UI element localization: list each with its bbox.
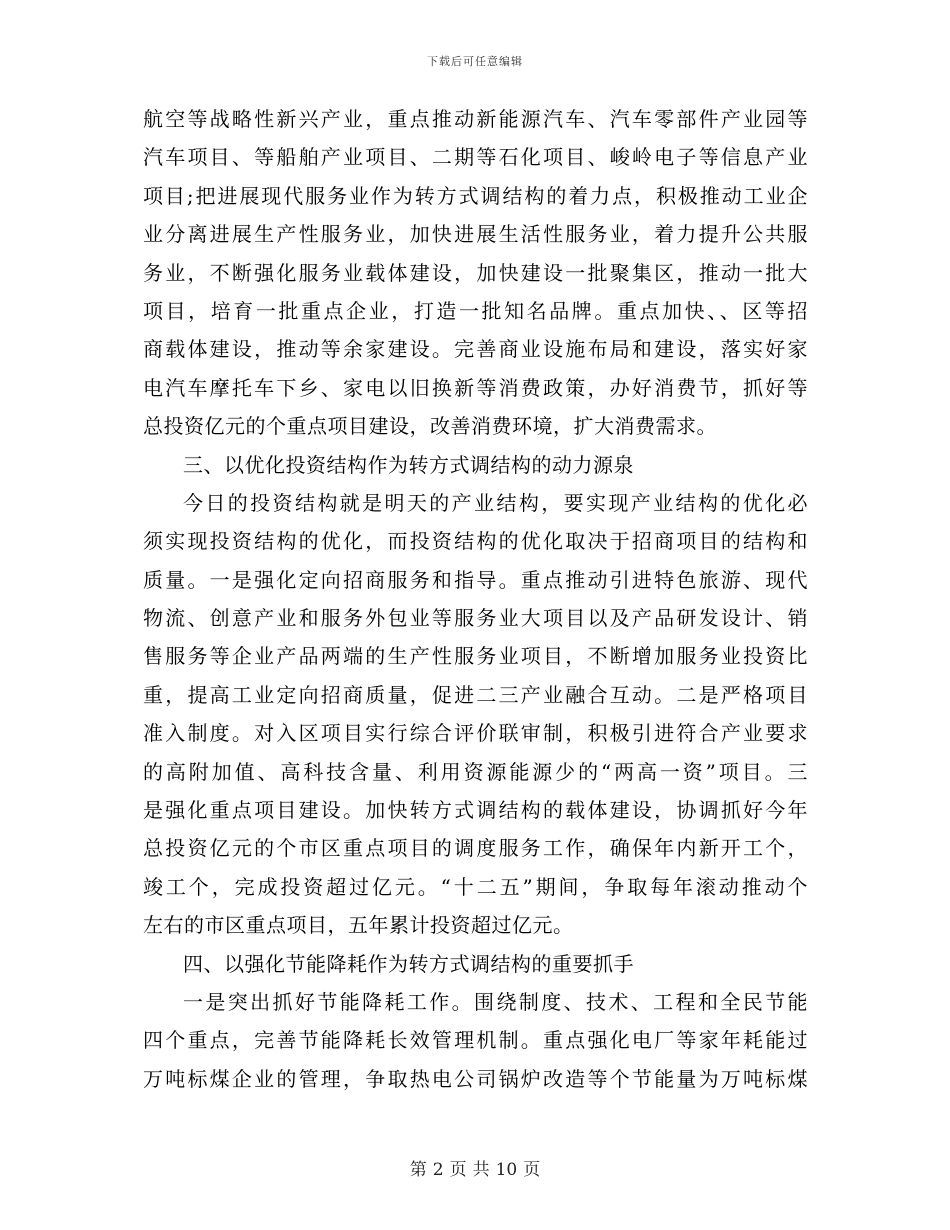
text-line: 重，提高工业定向招商质量，促进二三产业融合互动。二是严格项目 [143, 682, 808, 707]
text-line: 三、以优化投资结构作为转方式调结构的动力源泉 [183, 452, 634, 477]
text-line: 汽车项目、等船舶产业项目、二期等石化项目、峻岭电子等信息产业 [143, 145, 808, 170]
text-line: 商载体建设，推动等余家建设。完善商业设施布局和建设，落实好家 [143, 337, 808, 362]
page-header-note: 下载后可任意编辑 [427, 55, 523, 68]
text-line: 须实现投资结构的优化，而投资结构的优化取决于招商项目的结构和 [143, 529, 808, 554]
document-body [143, 100, 808, 1098]
text-line: 总投资亿元的个重点项目建设，改善消费环境，扩大消费需求。 [143, 414, 717, 439]
text-line: 竣工个，完成投资超过亿元。“十二五”期间，争取每年滚动推动个 [143, 874, 808, 899]
footer-total-word: 共 [472, 1160, 490, 1180]
text-line: 物流、创意产业和服务外包业等服务业大项目以及产品研发设计、销 [143, 606, 808, 631]
footer-current-page: 2 [432, 1160, 444, 1180]
text-line: 质量。一是强化定向招商服务和指导。重点推动引进特色旅游、现代 [143, 567, 808, 592]
text-line: 准入制度。对入区项目实行综合评价联审制，积极引进符合产业要求 [143, 721, 808, 746]
text-line: 四个重点，完善节能降耗长效管理机制。重点强化电厂等家年耗能过 [143, 1028, 808, 1053]
text-line: 售服务等企业产品两端的生产性服务业项目，不断增加服务业投资比 [143, 644, 808, 669]
page-footer [0, 1155, 950, 1180]
text-line: 四、以强化节能降耗作为转方式调结构的重要抓手 [183, 951, 634, 976]
text-line: 项目，培育一批重点企业，打造一批知名品牌。重点加快、、区等招 [143, 298, 808, 323]
text-line: 左右的市区重点项目，五年累计投资超过亿元。 [143, 913, 574, 938]
footer-total-pages: 10 [495, 1160, 518, 1180]
footer-prefix: 第 [409, 1160, 427, 1180]
text-line: 项目;把进展现代服务业作为转方式调结构的着力点，积极推动工业企 [143, 183, 808, 208]
text-line: 一是突出抓好节能降耗工作。围绕制度、技术、工程和全民节能 [183, 989, 808, 1014]
text-line: 是强化重点项目建设。加快转方式调结构的载体建设，协调抓好今年 [143, 798, 808, 823]
footer-suffix: 页 [523, 1160, 541, 1180]
text-line: 务业，不断强化服务业载体建设，加快建设一批聚集区，推动一批大 [143, 260, 808, 285]
footer-page-word: 页 [449, 1160, 467, 1180]
text-line: 的高附加值、高科技含量、利用资源能源少的“两高一资”项目。三 [143, 759, 808, 784]
text-line: 电汽车摩托车下乡、家电以旧换新等消费政策，办好消费节，抓好等 [143, 375, 808, 400]
text-line: 业分离进展生产性服务业，加快进展生活性服务业，着力提升公共服 [143, 222, 808, 247]
text-line: 总投资亿元的个市区重点项目的调度服务工作，确保年内新开工个， [143, 836, 808, 861]
text-line: 万吨标煤企业的管理，争取热电公司锅炉改造等个节能量为万吨标煤 [143, 1066, 808, 1091]
text-line: 航空等战略性新兴产业，重点推动新能源汽车、汽车零部件产业园等 [143, 107, 808, 131]
text-line: 今日的投资结构就是明天的产业结构，要实现产业结构的优化必 [183, 490, 808, 515]
